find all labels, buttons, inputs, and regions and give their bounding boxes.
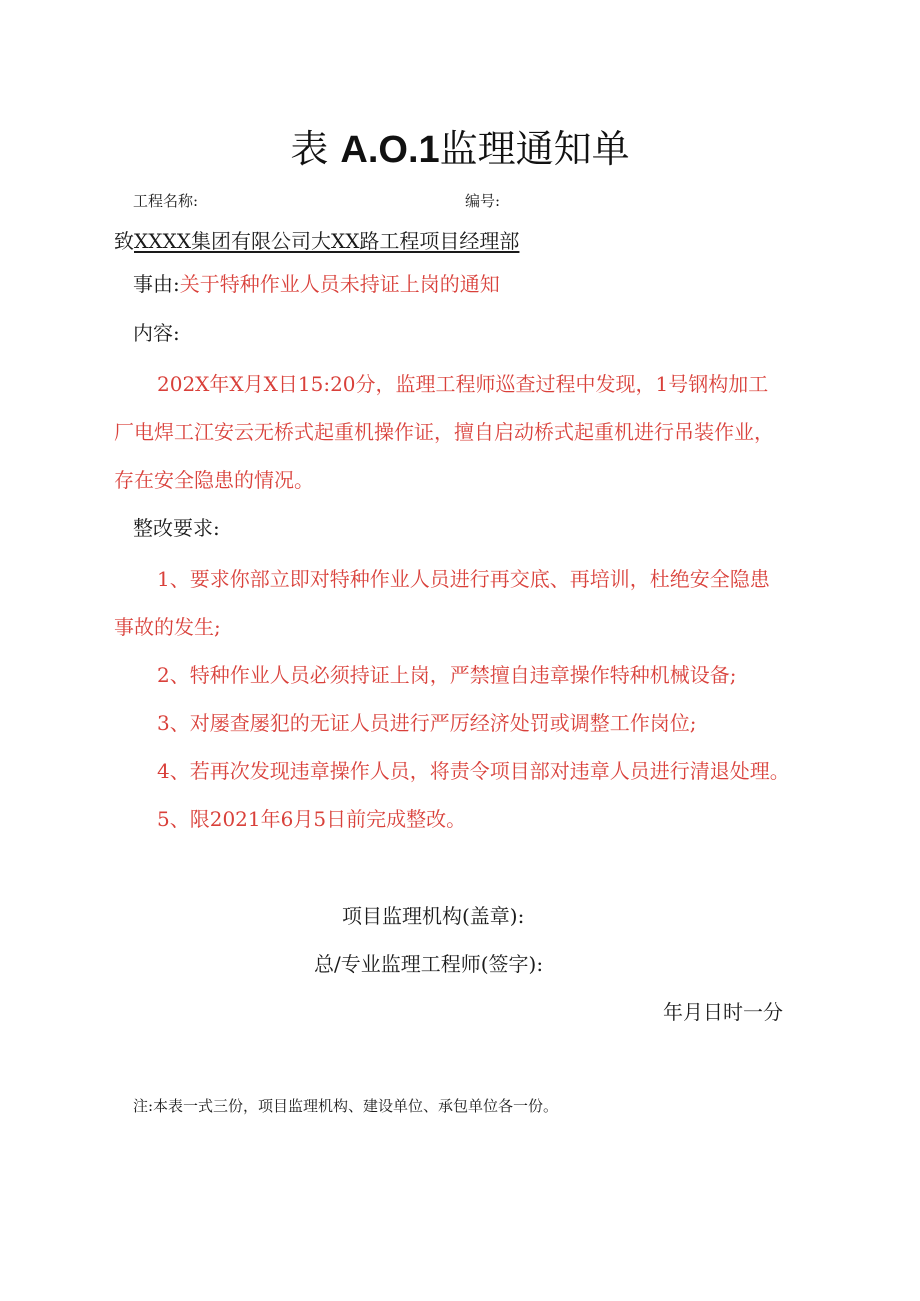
title-prefix: 表	[290, 127, 329, 171]
engineer-signature-label: 总/专业监理工程师(签字):	[314, 952, 544, 976]
title-code: A.O.1	[340, 129, 440, 171]
recipient-line	[114, 227, 519, 255]
recipient-name: XXXX集团有限公司大XX路工程项目经理部	[134, 229, 520, 253]
rectification-item: 3、对屡查屡犯的无证人员进行严厉经济处罚或调整工作岗位;	[157, 711, 697, 735]
rectification-item: 2、特种作业人员必须持证上岗，严禁擅自违章操作特种机械设备;	[157, 663, 737, 687]
title-name: 监理通知单	[439, 127, 630, 171]
recipient-prefix: 致	[114, 229, 134, 253]
rectification-item: 1、要求你部立即对特种作业人员进行再交底、再培训，杜绝安全隐患	[157, 567, 770, 591]
subject-label: 事由:	[133, 272, 180, 296]
project-name-label: 工程名称:	[133, 192, 199, 210]
rectification-label: 整改要求:	[133, 516, 220, 540]
supervision-org-seal-label: 项目监理机构(盖章):	[342, 904, 525, 928]
number-label: 编号:	[465, 192, 501, 210]
footnote: 注:本表一式三份，项目监理机构、建设单位、承包单位各一份。	[133, 1097, 559, 1115]
subject-line	[133, 270, 500, 298]
content-label: 内容:	[133, 321, 180, 345]
rectification-item: 5、限2021年6月5日前完成整改。	[157, 807, 467, 831]
content-line: 存在安全隐患的情况。	[114, 468, 314, 492]
document-title	[0, 122, 920, 177]
rectification-item: 事故的发生;	[114, 615, 221, 639]
content-line: 202X年X月X日15:20分，监理工程师巡查过程中发现，1号钢构加工	[157, 372, 769, 396]
rectification-item: 4、若再次发现违章操作人员，将责令项目部对违章人员进行清退处理。	[157, 759, 790, 783]
content-line: 厂电焊工江安云无桥式起重机操作证，擅自启动桥式起重机进行吊装作业，	[114, 420, 774, 444]
subject-text: 关于特种作业人员未持证上岗的通知	[179, 272, 500, 296]
date-time-label: 年月日时一分	[663, 1000, 783, 1024]
